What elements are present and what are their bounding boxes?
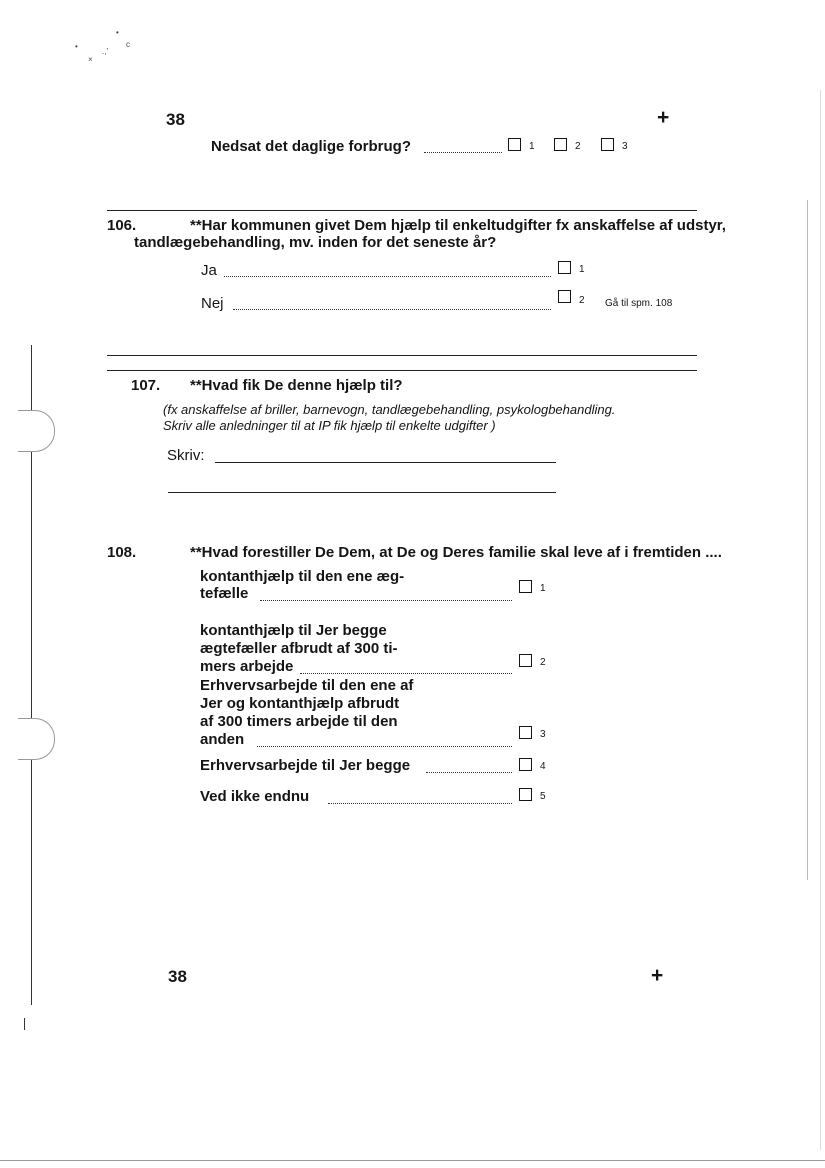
option-code: 3 <box>622 141 628 152</box>
write-in-line-2[interactable] <box>168 492 556 493</box>
scan-speck: • <box>75 42 78 51</box>
checkbox-prev-2[interactable] <box>554 138 567 151</box>
option-code: 1 <box>579 264 585 275</box>
option-108-3-line1: Erhvervsarbejde til den ene af <box>200 677 414 694</box>
option-code: 3 <box>540 729 546 740</box>
option-108-3-line4: anden <box>200 731 245 748</box>
page-number-top: 38 <box>166 110 185 129</box>
scan-speck: c <box>126 40 130 49</box>
option-108-1-line2: tefælle <box>200 585 249 602</box>
option-code: 1 <box>540 583 546 594</box>
checkbox-108-4[interactable] <box>519 758 532 771</box>
checkbox-prev-1[interactable] <box>508 138 521 151</box>
option-code: 2 <box>540 657 546 668</box>
option-ja-label: Ja <box>201 262 217 279</box>
dot-leader <box>260 600 512 601</box>
section-divider <box>107 370 697 371</box>
punch-hole-top <box>18 410 55 452</box>
right-edge-line-faint <box>820 90 821 1150</box>
checkbox-106-ja[interactable] <box>558 261 571 274</box>
option-108-3-line3: af 300 timers arbejde til den <box>200 713 398 730</box>
write-in-line-1[interactable] <box>215 462 556 463</box>
option-108-5-label: Ved ikke endnu <box>200 788 310 805</box>
option-code: 2 <box>579 295 585 306</box>
option-code: 5 <box>540 791 546 802</box>
question-107-text: **Hvad fik De denne hjælp til? <box>190 377 403 394</box>
section-divider <box>107 355 697 356</box>
option-nej-label: Nej <box>201 295 224 312</box>
binding-margin-line-lower <box>24 1018 25 1030</box>
write-label: Skriv: <box>167 447 205 464</box>
option-108-4-label: Erhvervsarbejde til Jer begge <box>200 757 411 774</box>
question-108-number: 108. <box>107 544 137 561</box>
dot-leader <box>424 152 502 153</box>
option-code: 1 <box>529 141 535 152</box>
question-108-text: **Hvad forestiller De Dem, at De og Deres familie skal leve af i fremtiden .... <box>190 544 722 561</box>
plus-marker-top: + <box>657 106 670 129</box>
checkbox-108-2[interactable] <box>519 654 532 667</box>
page-number-bottom: 38 <box>168 967 187 986</box>
scan-bottom-edge <box>0 1160 825 1161</box>
option-108-2-line1: kontanthjælp til Jer begge <box>200 622 387 639</box>
checkbox-108-3[interactable] <box>519 726 532 739</box>
option-108-1-line1: kontanthjælp til den ene æg- <box>200 568 405 585</box>
option-108-2-line3: mers arbejde <box>200 658 294 675</box>
scan-speck: • <box>116 28 119 37</box>
question-107-instruction-1: (fx anskaffelse af briller, barnevogn, tandlægebehandling, psykologbehandling. <box>163 402 616 417</box>
scan-speck: × <box>88 55 93 64</box>
question-107-instruction-2: Skriv alle anledninger til at IP fik hjælp til enkelte udgifter ) <box>163 418 496 433</box>
option-108-3-line2: Jer og kontanthjælp afbrudt <box>200 695 400 712</box>
option-code: 2 <box>575 141 581 152</box>
checkbox-108-1[interactable] <box>519 580 532 593</box>
dot-leader <box>224 276 551 277</box>
checkbox-108-5[interactable] <box>519 788 532 801</box>
dot-leader <box>257 746 512 747</box>
option-108-2-line2: ægtefæller afbrudt af 300 ti- <box>200 640 398 657</box>
right-edge-line <box>807 200 808 880</box>
dot-leader <box>426 772 512 773</box>
skip-instruction: Gå til spm. 108 <box>605 298 673 309</box>
question-106-line1: **Har kommunen givet Dem hjælp til enkeltudgifter fx anskaffelse af udstyr, <box>190 217 726 234</box>
section-divider <box>107 210 697 211</box>
scan-speck: .,' <box>102 47 108 56</box>
dot-leader <box>328 803 512 804</box>
option-code: 4 <box>540 761 546 772</box>
question-106-number: 106. <box>107 217 137 234</box>
plus-marker-bottom: + <box>651 964 664 987</box>
checkbox-prev-3[interactable] <box>601 138 614 151</box>
checkbox-106-nej[interactable] <box>558 290 571 303</box>
question-106-line2: tandlægebehandling, mv. inden for det seneste år? <box>134 234 497 251</box>
question-prev-text: Nedsat det daglige forbrug? <box>211 138 412 155</box>
punch-hole-bottom <box>18 718 55 760</box>
dot-leader <box>233 309 551 310</box>
question-107-number: 107. <box>131 377 161 394</box>
dot-leader <box>300 673 512 674</box>
